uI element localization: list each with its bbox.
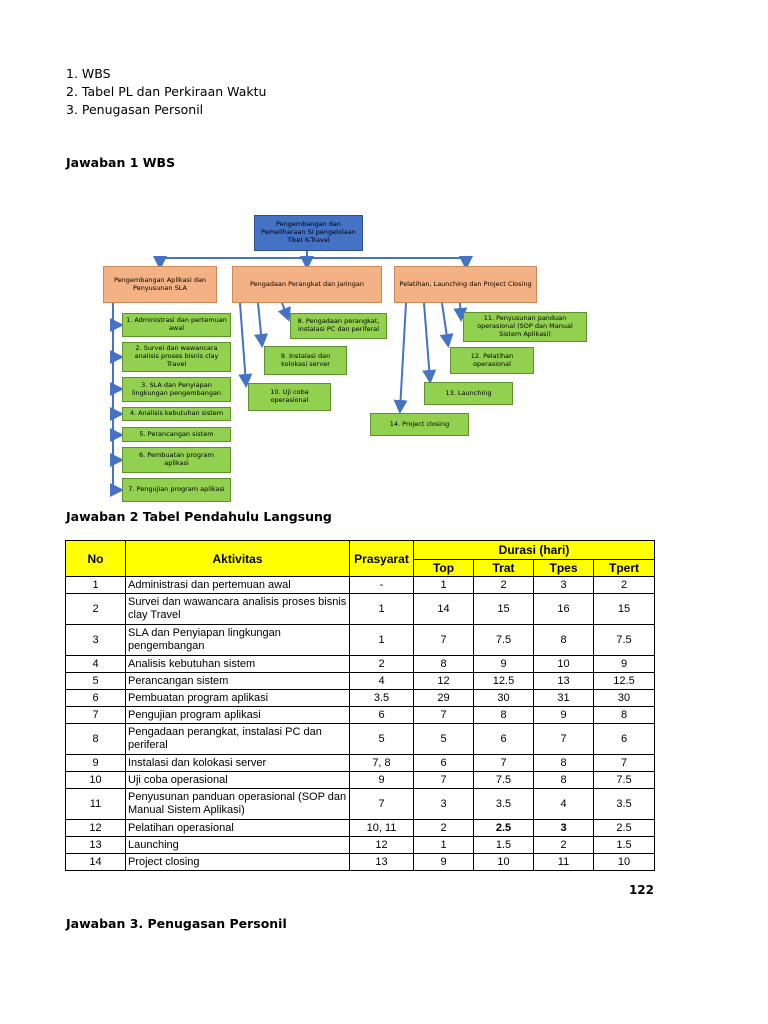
- wbs-branch-3: Pelatihan, Launching dan Project Closing: [394, 266, 537, 303]
- cell-tpert: 3.5: [594, 789, 655, 820]
- cell-prasyarat: 12: [350, 837, 414, 854]
- cell-trat: 1.5: [474, 837, 534, 854]
- header-no: No: [66, 541, 126, 577]
- cell-aktivitas: Pembuatan program aplikasi: [126, 690, 350, 707]
- cell-tpert: 6: [594, 724, 655, 755]
- cell-trat: 9: [474, 656, 534, 673]
- cell-no: 4: [66, 656, 126, 673]
- wbs-task-6: 6. Pembuatan program aplikasi: [122, 447, 231, 473]
- cell-prasyarat: 3.5: [350, 690, 414, 707]
- cell-prasyarat: 5: [350, 724, 414, 755]
- table-row: [66, 837, 655, 854]
- cell-no: 13: [66, 837, 126, 854]
- cell-tpes: 16: [534, 594, 594, 625]
- header-tpes: Tpes: [534, 560, 594, 577]
- cell-top: 7: [414, 707, 474, 724]
- cell-tpes: 3: [534, 577, 594, 594]
- cell-prasyarat: 13: [350, 854, 414, 871]
- cell-prasyarat: -: [350, 577, 414, 594]
- cell-aktivitas: Launching: [126, 837, 350, 854]
- cell-top: 7: [414, 772, 474, 789]
- wbs-task-12: 12. Pelatihan operasional: [450, 347, 534, 374]
- table-row: [66, 594, 655, 625]
- cell-no: 7: [66, 707, 126, 724]
- cell-aktivitas: Pelatihan operasional: [126, 820, 350, 837]
- cell-no: 8: [66, 724, 126, 755]
- cell-tpes: 8: [534, 625, 594, 656]
- cell-no: 5: [66, 673, 126, 690]
- cell-aktivitas: Pengujian program aplikasi: [126, 707, 350, 724]
- cell-aktivitas: Project closing: [126, 854, 350, 871]
- cell-trat: 2: [474, 577, 534, 594]
- cell-aktivitas: Uji coba operasional: [126, 772, 350, 789]
- list-item-wbs: 1. WBS: [66, 66, 111, 81]
- cell-tpert: 2.5: [594, 820, 655, 837]
- cell-tpert: 10: [594, 854, 655, 871]
- cell-top: 1: [414, 837, 474, 854]
- cell-prasyarat: 7: [350, 789, 414, 820]
- cell-top: 14: [414, 594, 474, 625]
- table-row: [66, 707, 655, 724]
- cell-aktivitas: Perancangan sistem: [126, 673, 350, 690]
- wbs-task-13: 13. Launching: [424, 382, 513, 405]
- cell-tpes: 9: [534, 707, 594, 724]
- cell-no: 10: [66, 772, 126, 789]
- cell-prasyarat: 4: [350, 673, 414, 690]
- wbs-task-3: 3. SLA dan Penyiapan lingkungan pengembangan: [122, 377, 231, 402]
- cell-trat: 30: [474, 690, 534, 707]
- cell-top: 6: [414, 755, 474, 772]
- wbs-task-11: 11. Penyusunan panduan operasional (SOP dan Manual Sistem Aplikasi): [463, 312, 587, 342]
- cell-prasyarat: 6: [350, 707, 414, 724]
- table-row: [66, 772, 655, 789]
- cell-top: 12: [414, 673, 474, 690]
- cell-tpert: 2: [594, 577, 655, 594]
- header-aktivitas: Aktivitas: [126, 541, 350, 577]
- cell-top: 8: [414, 656, 474, 673]
- cell-tpert: 15: [594, 594, 655, 625]
- cell-tpes: 4: [534, 789, 594, 820]
- cell-tpes: 8: [534, 772, 594, 789]
- list-item-penugasan: 3. Penugasan Personil: [66, 102, 204, 117]
- wbs-task-5: 5. Perancangan sistem: [122, 427, 231, 442]
- list-item-tabel-pl: 2. Tabel PL dan Perkiraan Waktu: [66, 84, 267, 99]
- cell-trat: 12.5: [474, 673, 534, 690]
- wbs-task-8: 8. Pengadaan perangkat, instalasi PC dan periferal: [290, 313, 387, 339]
- cell-prasyarat: 7, 8: [350, 755, 414, 772]
- cell-tpert: 12.5: [594, 673, 655, 690]
- cell-trat: 3.5: [474, 789, 534, 820]
- cell-tpes: 13: [534, 673, 594, 690]
- section3-title: Jawaban 3. Penugasan Personil: [66, 916, 287, 931]
- cell-trat: 7: [474, 755, 534, 772]
- cell-aktivitas: Administrasi dan pertemuan awal: [126, 577, 350, 594]
- cell-tpert: 1.5: [594, 837, 655, 854]
- wbs-task-7: 7. Pengujian program aplikasi: [122, 478, 231, 502]
- section1-title: Jawaban 1 WBS: [66, 155, 176, 170]
- section2-title: Jawaban 2 Tabel Pendahulu Langsung: [66, 509, 332, 524]
- wbs-root: Pengembangan dan Pemeliharaan SI pengelolaan Tiket K-Travel: [254, 215, 363, 251]
- cell-trat: 8: [474, 707, 534, 724]
- cell-top: 2: [414, 820, 474, 837]
- cell-aktivitas: Survei dan wawancara analisis proses bisnis clay Travel: [126, 594, 350, 625]
- cell-top: 9: [414, 854, 474, 871]
- page-number: 122: [628, 883, 654, 897]
- wbs-branch-2: Pengadaan Perangkat dan Jaringan: [232, 266, 382, 303]
- cell-prasyarat: 2: [350, 656, 414, 673]
- cell-no: 14: [66, 854, 126, 871]
- cell-no: 12: [66, 820, 126, 837]
- cell-tpes: 31: [534, 690, 594, 707]
- table-row: [66, 755, 655, 772]
- cell-tpes: 3: [534, 820, 594, 837]
- cell-tpes: 8: [534, 755, 594, 772]
- cell-trat: 10: [474, 854, 534, 871]
- wbs-task-4: 4. Analisis kebutuhan sistem: [122, 407, 231, 421]
- cell-no: 9: [66, 755, 126, 772]
- table-row: [66, 673, 655, 690]
- header-durasi: Durasi (hari): [414, 541, 655, 560]
- table-row: [66, 820, 655, 837]
- cell-prasyarat: 9: [350, 772, 414, 789]
- cell-top: 29: [414, 690, 474, 707]
- cell-tpert: 9: [594, 656, 655, 673]
- cell-trat: 15: [474, 594, 534, 625]
- cell-top: 3: [414, 789, 474, 820]
- table-row: [66, 656, 655, 673]
- cell-prasyarat: 1: [350, 594, 414, 625]
- cell-no: 1: [66, 577, 126, 594]
- cell-top: 1: [414, 577, 474, 594]
- cell-tpes: 11: [534, 854, 594, 871]
- table-row: [66, 577, 655, 594]
- cell-trat: 2.5: [474, 820, 534, 837]
- wbs-branch-1: Pengembangan Aplikasi dan Penyusunan SLA: [103, 266, 217, 303]
- cell-trat: 7.5: [474, 625, 534, 656]
- table-row: [66, 625, 655, 656]
- wbs-task-10: 10. Uji coba operasional: [248, 383, 331, 411]
- cell-tpes: 2: [534, 837, 594, 854]
- header-tpert: Tpert: [594, 560, 655, 577]
- cell-aktivitas: SLA dan Penyiapan lingkungan pengembangan: [126, 625, 350, 656]
- pendahulu-table: [65, 540, 655, 871]
- wbs-task-1: 1. Administrasi dan pertemuan awal: [122, 313, 231, 337]
- cell-no: 3: [66, 625, 126, 656]
- cell-top: 5: [414, 724, 474, 755]
- wbs-task-9: 9. Instalasi dan kolokasi server: [264, 346, 347, 375]
- cell-tpes: 7: [534, 724, 594, 755]
- cell-tpert: 7.5: [594, 772, 655, 789]
- wbs-task-2: 2. Survei dan wawancara analisis proses bisnis clay Travel: [122, 342, 231, 372]
- cell-aktivitas: Pengadaan perangkat, instalasi PC dan periferal: [126, 724, 350, 755]
- cell-trat: 6: [474, 724, 534, 755]
- table-row: [66, 724, 655, 755]
- header-prasyarat: Prasyarat: [350, 541, 414, 577]
- cell-tpert: 7.5: [594, 625, 655, 656]
- cell-no: 11: [66, 789, 126, 820]
- cell-aktivitas: Analisis kebutuhan sistem: [126, 656, 350, 673]
- header-top: Top: [414, 560, 474, 577]
- header-trat: Trat: [474, 560, 534, 577]
- cell-aktivitas: Instalasi dan kolokasi server: [126, 755, 350, 772]
- cell-aktivitas: Penyusunan panduan operasional (SOP dan Manual Sistem Aplikasi): [126, 789, 350, 820]
- wbs-task-14: 14. Project closing: [370, 413, 469, 436]
- cell-prasyarat: 10, 11: [350, 820, 414, 837]
- cell-no: 6: [66, 690, 126, 707]
- cell-trat: 7.5: [474, 772, 534, 789]
- cell-tpert: 8: [594, 707, 655, 724]
- cell-tpert: 30: [594, 690, 655, 707]
- table-row: [66, 854, 655, 871]
- cell-tpes: 10: [534, 656, 594, 673]
- cell-no: 2: [66, 594, 126, 625]
- cell-prasyarat: 1: [350, 625, 414, 656]
- cell-top: 7: [414, 625, 474, 656]
- table-row: [66, 789, 655, 820]
- table-row: [66, 690, 655, 707]
- cell-tpert: 7: [594, 755, 655, 772]
